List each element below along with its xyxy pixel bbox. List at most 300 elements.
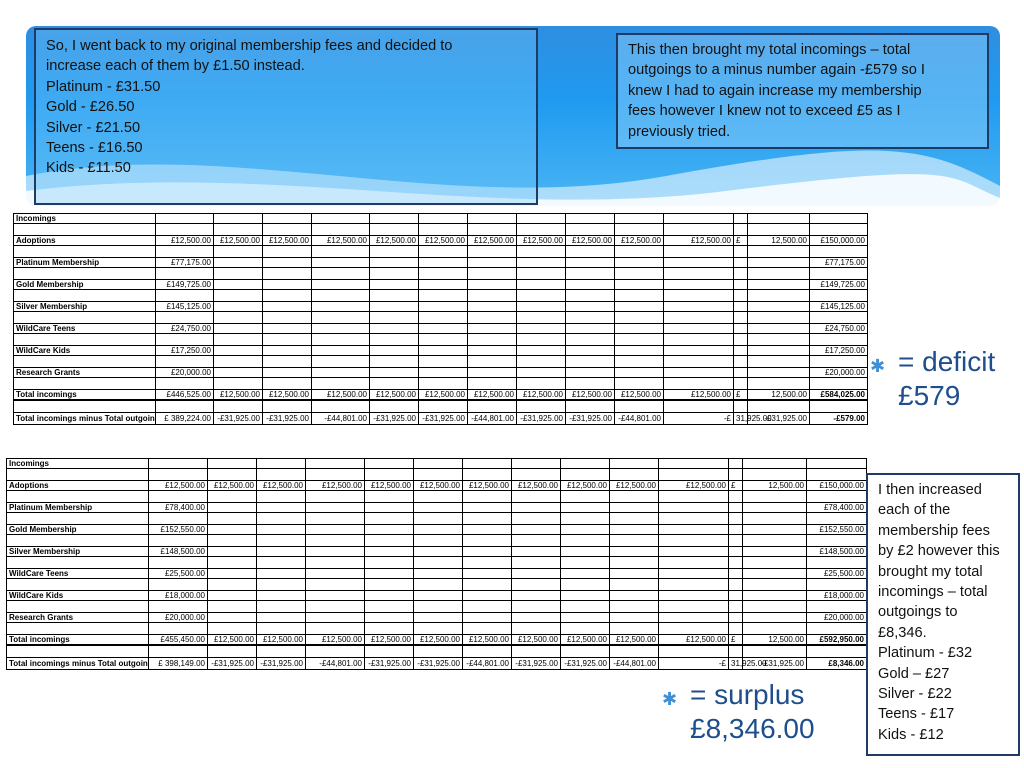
row-label-cell: Silver Membership — [7, 547, 149, 557]
value-cell — [517, 258, 566, 268]
value-cell — [517, 356, 566, 368]
value-cell: £12,500.00 — [468, 390, 517, 401]
value-cell — [468, 290, 517, 302]
value-cell — [463, 513, 512, 525]
bullet-deficit — [870, 345, 1020, 413]
value-cell — [566, 312, 615, 324]
row-label-cell: Research Grants — [7, 613, 149, 623]
value-cell — [306, 513, 365, 525]
table-row — [7, 535, 867, 547]
text-line: previously tried. — [628, 123, 731, 140]
value-cell: -£44,801.00 — [615, 412, 664, 424]
value-cell: -£31,925.00 — [748, 412, 810, 424]
value-cell — [257, 513, 306, 525]
value-cell — [610, 569, 659, 579]
value-cell — [257, 591, 306, 601]
value-cell: £25,500.00 — [149, 569, 208, 579]
value-cell — [659, 513, 729, 525]
value-cell — [370, 214, 419, 224]
value-cell — [263, 290, 312, 302]
value-cell: -£31,925.00 — [208, 657, 257, 669]
value-cell — [561, 569, 610, 579]
value-cell: £12,500.00 — [156, 236, 214, 246]
value-cell: £20,000.00 — [810, 368, 868, 378]
value-cell: £12,500.00 — [263, 236, 312, 246]
value-cell — [615, 214, 664, 224]
value-cell: £592,950.00 — [807, 635, 867, 646]
value-cell — [208, 525, 257, 535]
value-cell — [257, 613, 306, 623]
value-cell — [734, 224, 748, 236]
text-line: So, I went back to my original membership fees and decided to — [46, 38, 453, 54]
value-cell — [566, 378, 615, 390]
value-cell — [208, 503, 257, 513]
value-cell — [312, 324, 370, 334]
value-cell: £12,500.00 — [365, 635, 414, 646]
value-cell — [263, 246, 312, 258]
value-cell: £12,500.00 — [664, 236, 734, 246]
value-cell: £18,000.00 — [149, 591, 208, 601]
value-cell — [468, 378, 517, 390]
value-cell: 31,925.00 — [729, 657, 743, 669]
value-cell — [306, 591, 365, 601]
value-cell — [807, 469, 867, 481]
value-cell — [729, 525, 743, 535]
table-row — [14, 346, 868, 356]
value-cell — [365, 591, 414, 601]
value-cell — [748, 258, 810, 268]
value-cell — [257, 491, 306, 503]
value-cell — [468, 302, 517, 312]
row-label-cell — [7, 645, 149, 657]
value-cell — [810, 214, 868, 224]
value-cell — [370, 334, 419, 346]
value-cell — [312, 312, 370, 324]
table-row — [7, 657, 867, 669]
value-cell: £77,175.00 — [810, 258, 868, 268]
value-cell — [561, 535, 610, 547]
value-cell — [214, 378, 263, 390]
value-cell: £12,500.00 — [566, 236, 615, 246]
value-cell — [208, 491, 257, 503]
value-cell — [208, 535, 257, 547]
value-cell — [463, 601, 512, 613]
value-cell: £145,125.00 — [156, 302, 214, 312]
value-cell — [743, 601, 807, 613]
value-cell: -£ — [659, 657, 729, 669]
value-cell — [512, 525, 561, 535]
value-cell: £78,400.00 — [149, 503, 208, 513]
table-row — [7, 623, 867, 635]
value-cell: £152,550.00 — [807, 525, 867, 535]
value-cell — [748, 400, 810, 412]
value-cell — [659, 469, 729, 481]
row-label-cell — [14, 246, 156, 258]
text-line: increase each of them by £1.50 instead. — [46, 58, 305, 75]
row-label-cell — [14, 290, 156, 302]
value-cell — [517, 400, 566, 412]
value-cell — [214, 246, 263, 258]
value-cell — [468, 334, 517, 346]
value-cell — [734, 368, 748, 378]
value-cell — [517, 302, 566, 312]
value-cell — [156, 334, 214, 346]
value-cell — [312, 400, 370, 412]
value-cell — [414, 469, 463, 481]
value-cell — [263, 224, 312, 236]
value-cell — [263, 400, 312, 412]
value-cell — [743, 459, 807, 469]
value-cell: 12,500.00 — [743, 635, 807, 646]
bullet-surplus — [662, 678, 852, 746]
value-cell — [748, 312, 810, 324]
value-cell — [561, 525, 610, 535]
value-cell — [807, 579, 867, 591]
value-cell — [743, 569, 807, 579]
bullet-star-icon: ✱ — [870, 356, 886, 376]
value-cell — [365, 579, 414, 591]
value-cell — [257, 601, 306, 613]
value-cell — [214, 214, 263, 224]
value-cell — [659, 557, 729, 569]
row-label-cell: WildCare Kids — [7, 591, 149, 601]
value-cell: £12,500.00 — [149, 481, 208, 491]
value-cell — [615, 290, 664, 302]
value-cell — [156, 400, 214, 412]
value-cell: £150,000.00 — [810, 236, 868, 246]
table-row — [14, 246, 868, 258]
value-cell — [561, 579, 610, 591]
value-cell — [512, 547, 561, 557]
value-cell — [734, 246, 748, 258]
value-cell — [370, 258, 419, 268]
value-cell — [734, 258, 748, 268]
value-cell — [463, 623, 512, 635]
value-cell — [365, 557, 414, 569]
value-cell — [748, 302, 810, 312]
value-cell — [615, 346, 664, 356]
value-cell — [156, 246, 214, 258]
value-cell — [807, 491, 867, 503]
bullet-text: = deficit — [898, 346, 996, 377]
value-cell — [463, 491, 512, 503]
value-cell — [306, 579, 365, 591]
value-cell — [729, 591, 743, 601]
value-cell — [610, 601, 659, 613]
value-cell: 12,500.00 — [748, 390, 810, 401]
value-cell — [312, 246, 370, 258]
value-cell — [257, 469, 306, 481]
text-line: Silver - £22 — [878, 686, 952, 703]
table-row — [14, 312, 868, 324]
value-cell — [566, 280, 615, 290]
value-cell — [419, 346, 468, 356]
value-cell — [664, 400, 734, 412]
value-cell — [468, 356, 517, 368]
value-cell: £12,500.00 — [463, 635, 512, 646]
value-cell — [468, 324, 517, 334]
value-cell — [312, 334, 370, 346]
value-cell — [414, 491, 463, 503]
value-cell: £584,025.00 — [810, 390, 868, 401]
value-cell — [257, 525, 306, 535]
value-cell — [149, 601, 208, 613]
value-cell — [414, 579, 463, 591]
value-cell — [561, 557, 610, 569]
bullet-text: = surplus — [690, 679, 805, 710]
value-cell — [214, 290, 263, 302]
value-cell: £12,500.00 — [615, 390, 664, 401]
value-cell — [561, 591, 610, 601]
value-cell: -£31,925.00 — [370, 412, 419, 424]
value-cell — [807, 557, 867, 569]
bullet-text: £579 — [898, 380, 961, 411]
table-row — [7, 459, 867, 469]
value-cell — [419, 224, 468, 236]
value-cell: -£44,801.00 — [306, 657, 365, 669]
value-cell — [512, 513, 561, 525]
value-cell: £12,500.00 — [419, 390, 468, 401]
value-cell — [419, 378, 468, 390]
text-line: This then brought my total incomings – total — [628, 42, 911, 58]
value-cell — [512, 503, 561, 513]
value-cell — [566, 334, 615, 346]
value-cell — [208, 547, 257, 557]
text-line: Silver - £21.50 — [46, 119, 141, 136]
value-cell — [659, 613, 729, 623]
value-cell — [729, 547, 743, 557]
row-label-cell: Adoptions — [7, 481, 149, 491]
value-cell — [610, 513, 659, 525]
value-cell — [463, 469, 512, 481]
value-cell: £12,500.00 — [208, 635, 257, 646]
value-cell — [664, 290, 734, 302]
row-label-cell — [14, 224, 156, 236]
bullet-star-icon: ✱ — [662, 689, 678, 709]
value-cell: £12,500.00 — [257, 635, 306, 646]
value-cell — [365, 503, 414, 513]
row-label-cell: Total incomings minus Total outgoin — [14, 412, 156, 424]
value-cell — [810, 246, 868, 258]
row-label-cell — [14, 334, 156, 346]
value-cell — [664, 280, 734, 290]
value-cell — [566, 356, 615, 368]
value-cell — [419, 302, 468, 312]
value-cell — [312, 346, 370, 356]
value-cell — [263, 346, 312, 356]
value-cell — [414, 601, 463, 613]
value-cell — [734, 290, 748, 302]
value-cell — [365, 613, 414, 623]
value-cell — [664, 302, 734, 312]
value-cell: £12,500.00 — [306, 635, 365, 646]
value-cell — [615, 268, 664, 280]
value-cell — [370, 302, 419, 312]
row-label-cell: Total incomings — [7, 635, 149, 646]
value-cell — [517, 378, 566, 390]
value-cell — [414, 525, 463, 535]
value-cell — [615, 334, 664, 346]
value-cell — [306, 503, 365, 513]
value-cell — [517, 290, 566, 302]
text-line: Gold - £26.50 — [46, 99, 135, 116]
table-row — [14, 258, 868, 268]
value-cell: £12,500.00 — [561, 481, 610, 491]
value-cell — [257, 569, 306, 579]
row-label-cell — [7, 469, 149, 481]
row-label-cell — [14, 312, 156, 324]
value-cell — [257, 623, 306, 635]
table-row — [14, 390, 868, 401]
spreadsheet-deficit — [13, 213, 868, 425]
row-label-cell — [7, 601, 149, 613]
value-cell — [743, 491, 807, 503]
value-cell: £12,500.00 — [659, 635, 729, 646]
value-cell — [517, 368, 566, 378]
value-cell — [365, 569, 414, 579]
value-cell — [214, 346, 263, 356]
value-cell: £150,000.00 — [807, 481, 867, 491]
value-cell — [414, 547, 463, 557]
value-cell — [743, 591, 807, 601]
value-cell — [748, 324, 810, 334]
table-row — [7, 613, 867, 623]
value-cell — [807, 601, 867, 613]
value-cell — [659, 525, 729, 535]
value-cell — [615, 378, 664, 390]
value-cell — [512, 579, 561, 591]
value-cell — [365, 491, 414, 503]
row-label-cell — [7, 513, 149, 525]
table-row — [7, 591, 867, 601]
value-cell — [419, 356, 468, 368]
value-cell — [257, 503, 306, 513]
value-cell — [561, 513, 610, 525]
value-cell — [414, 569, 463, 579]
value-cell — [615, 400, 664, 412]
value-cell — [748, 268, 810, 280]
value-cell — [370, 224, 419, 236]
value-cell: £20,000.00 — [807, 613, 867, 623]
value-cell — [370, 280, 419, 290]
value-cell — [156, 312, 214, 324]
value-cell — [610, 525, 659, 535]
value-cell: £12,500.00 — [263, 390, 312, 401]
value-cell — [561, 547, 610, 557]
value-cell — [615, 246, 664, 258]
value-cell: -£44,801.00 — [312, 412, 370, 424]
value-cell — [306, 525, 365, 535]
value-cell — [664, 214, 734, 224]
value-cell — [807, 645, 867, 657]
value-cell: £ 389,224.00 — [156, 412, 214, 424]
text-line: Platinum - £31.50 — [46, 78, 161, 95]
value-cell — [370, 356, 419, 368]
value-cell — [517, 334, 566, 346]
table-row — [7, 579, 867, 591]
value-cell — [414, 613, 463, 623]
value-cell — [149, 513, 208, 525]
value-cell: £20,000.00 — [156, 368, 214, 378]
value-cell — [664, 368, 734, 378]
value-cell: -£44,801.00 — [610, 657, 659, 669]
text-line: Kids - £11.50 — [46, 160, 131, 177]
value-cell: £12,500.00 — [512, 635, 561, 646]
table-row — [7, 481, 867, 491]
value-cell — [257, 459, 306, 469]
value-cell: -£31,925.00 — [566, 412, 615, 424]
value-cell — [208, 591, 257, 601]
value-cell — [566, 400, 615, 412]
value-cell: £12,500.00 — [468, 236, 517, 246]
value-cell — [156, 290, 214, 302]
value-cell — [419, 312, 468, 324]
value-cell — [517, 224, 566, 236]
value-cell — [156, 224, 214, 236]
row-label-cell: WildCare Teens — [7, 569, 149, 579]
row-label-cell: WildCare Kids — [14, 346, 156, 356]
value-cell — [149, 469, 208, 481]
value-cell — [370, 378, 419, 390]
value-cell — [214, 356, 263, 368]
value-cell — [208, 645, 257, 657]
row-label-cell — [7, 579, 149, 591]
value-cell — [610, 557, 659, 569]
row-label-cell — [14, 356, 156, 368]
value-cell — [365, 469, 414, 481]
value-cell: £12,500.00 — [517, 236, 566, 246]
value-cell: -£31,925.00 — [743, 657, 807, 669]
value-cell — [257, 557, 306, 569]
value-cell — [208, 513, 257, 525]
value-cell — [748, 290, 810, 302]
value-cell: £20,000.00 — [149, 613, 208, 623]
value-cell — [468, 346, 517, 356]
table-row — [14, 378, 868, 390]
value-cell — [463, 645, 512, 657]
value-cell — [306, 601, 365, 613]
value-cell — [517, 324, 566, 334]
value-cell — [208, 459, 257, 469]
value-cell — [306, 469, 365, 481]
value-cell — [734, 268, 748, 280]
value-cell: -£31,925.00 — [365, 657, 414, 669]
value-cell — [214, 268, 263, 280]
value-cell — [659, 579, 729, 591]
value-cell: £12,500.00 — [414, 635, 463, 646]
row-label-cell: Total incomings minus Total outgoin — [7, 657, 149, 669]
row-label-cell: Gold Membership — [14, 280, 156, 290]
value-cell — [208, 623, 257, 635]
value-cell — [306, 645, 365, 657]
table-row — [14, 214, 868, 224]
value-cell — [748, 224, 810, 236]
value-cell: £ — [729, 481, 743, 491]
value-cell — [419, 280, 468, 290]
value-cell — [208, 601, 257, 613]
row-label-cell — [7, 623, 149, 635]
value-cell — [517, 268, 566, 280]
value-cell — [306, 535, 365, 547]
value-cell — [615, 224, 664, 236]
value-cell — [312, 302, 370, 312]
value-cell — [365, 547, 414, 557]
value-cell — [664, 224, 734, 236]
value-cell: £24,750.00 — [156, 324, 214, 334]
value-cell — [512, 623, 561, 635]
value-cell — [748, 214, 810, 224]
value-cell: £145,125.00 — [810, 302, 868, 312]
